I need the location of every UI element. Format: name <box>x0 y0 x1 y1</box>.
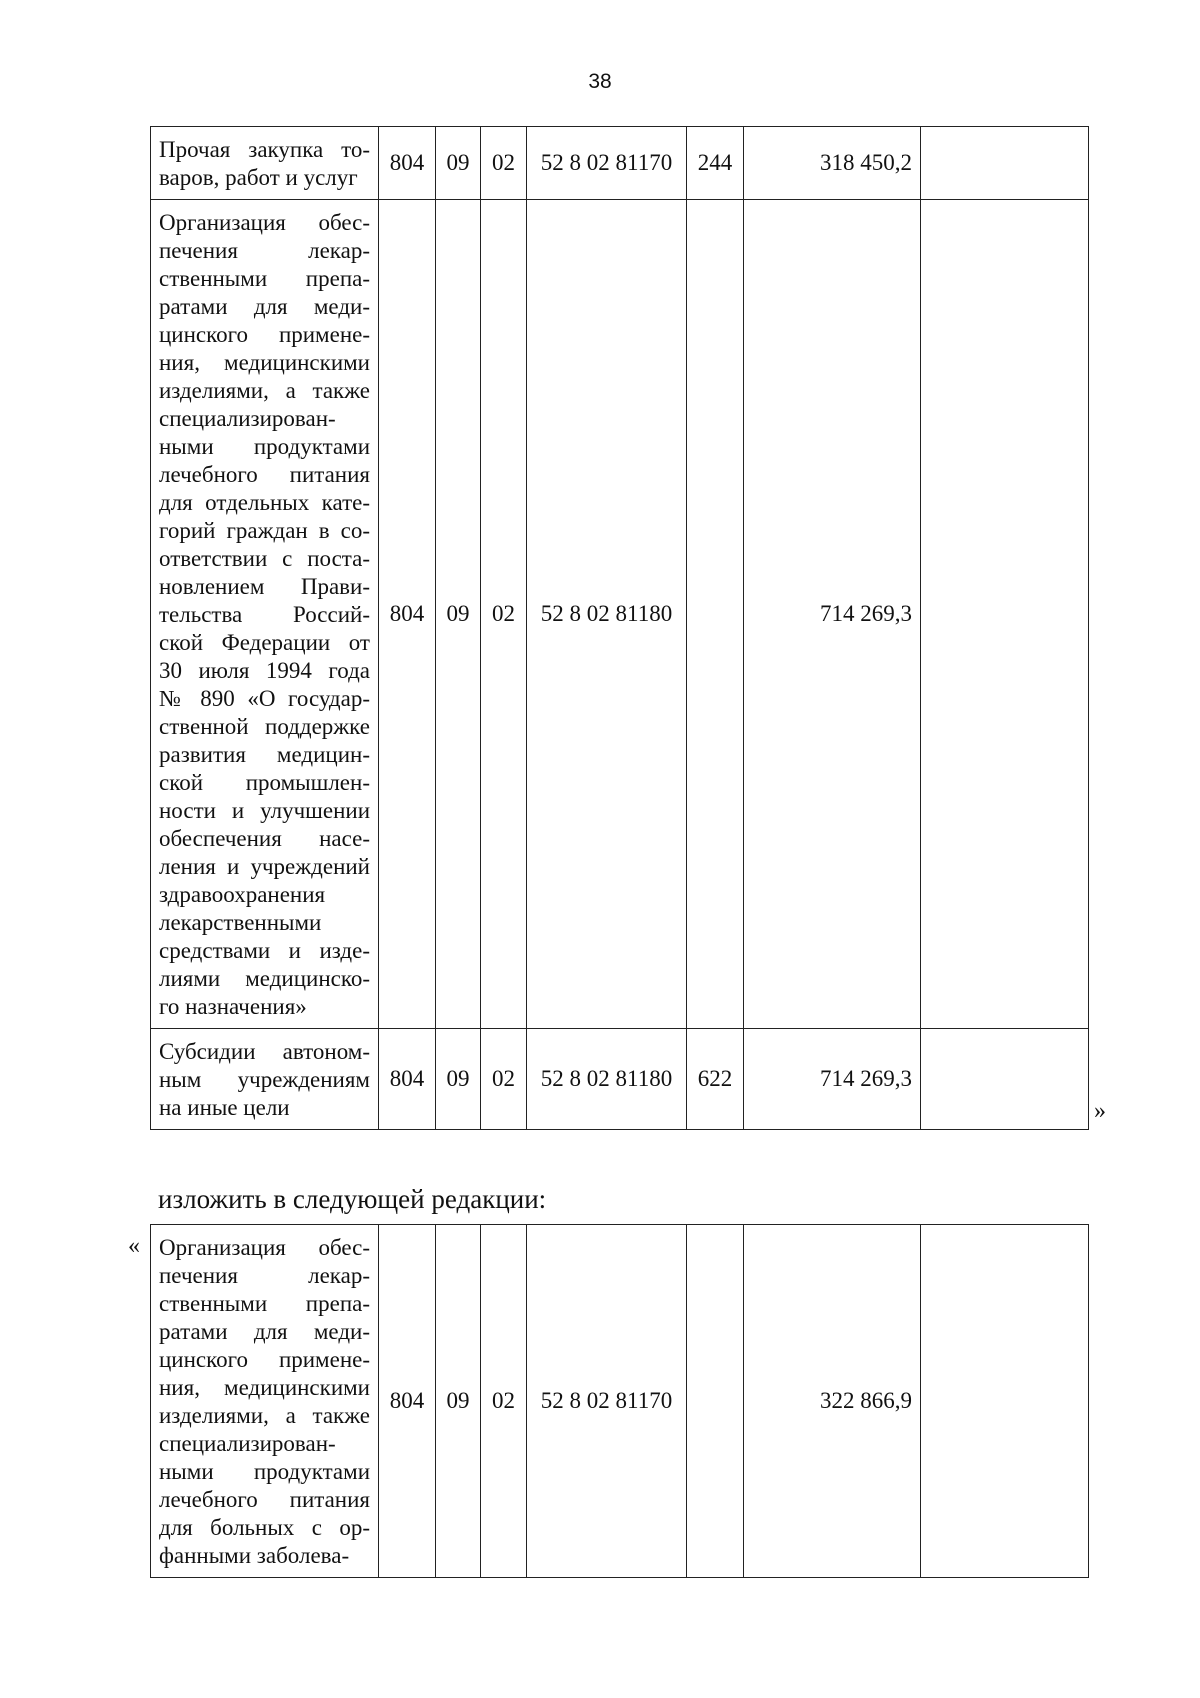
row-name-line: лекарственными <box>159 910 322 935</box>
row-name-line: фанными заболева- <box>159 1543 350 1568</box>
opening-quote-mark: « <box>128 1233 140 1259</box>
row-name-line: на иные цели <box>159 1095 290 1120</box>
target-article-cell: 52 8 02 81170 <box>527 1225 687 1578</box>
row-name-line: Субсидии автоном- <box>159 1039 370 1064</box>
target-article-cell: 52 8 02 81180 <box>527 200 687 1029</box>
row-name-line: специализирован- <box>159 1431 336 1456</box>
row-name-line: 30 июля 1994 года <box>159 658 370 683</box>
row-name-line: варов, работ и услуг <box>159 165 358 190</box>
row-name-cell <box>151 1225 379 1578</box>
row-name-line: го назначения» <box>159 994 307 1019</box>
row-name-line: лечебного питания <box>159 1487 370 1512</box>
row-name-line: печения лекар- <box>159 238 370 263</box>
row-name-line: лечебного питания <box>159 462 370 487</box>
row-name-line: ния, медицинскими <box>159 1375 370 1400</box>
row-name-line: здравоохранения <box>159 882 326 907</box>
amount-cell: 714 269,3 <box>744 200 921 1029</box>
row-name-cell <box>151 127 379 200</box>
budget-table-old <box>150 126 1089 1130</box>
target-article-cell: 52 8 02 81180 <box>527 1029 687 1130</box>
amount-cell: 714 269,3 <box>744 1029 921 1130</box>
row-name-line: развития медицин- <box>159 742 370 767</box>
row-name-line: ными продуктами <box>159 1459 370 1484</box>
row-name-line: ответствии с поста- <box>159 546 370 571</box>
department-code-cell: 804 <box>379 127 436 200</box>
row-name-line: ления и учреждений <box>159 854 370 879</box>
instruction-text: изложить в следующей редакции: <box>158 1184 547 1214</box>
row-name-line: ными продуктами <box>159 434 370 459</box>
extra-cell <box>921 200 1089 1029</box>
row-name-line: печения лекар- <box>159 1263 370 1288</box>
row-name-cell <box>151 200 379 1029</box>
row-name-cell <box>151 1029 379 1130</box>
expense-type-cell: 244 <box>687 127 744 200</box>
amount-cell: 318 450,2 <box>744 127 921 200</box>
row-name-line: ности и улучшении <box>159 798 370 823</box>
row-name-line: обеспечения насе- <box>159 826 370 851</box>
table-row <box>151 127 1089 200</box>
row-name-line: специализирован- <box>159 406 336 431</box>
row-name-line: ния, медицинскими <box>159 350 370 375</box>
target-article-cell: 52 8 02 81170 <box>527 127 687 200</box>
row-name-line: для больных с ор- <box>159 1515 370 1540</box>
extra-cell <box>921 1029 1089 1130</box>
row-name-line: ской Федерации от <box>159 630 370 655</box>
row-name-line: изделиями, а также <box>159 378 370 403</box>
row-name-line: для отдельных кате- <box>159 490 370 515</box>
row-name-line: изделиями, а также <box>159 1403 370 1428</box>
row-name-line: ской промышлен- <box>159 770 370 795</box>
row-name-line: лиями медицинско- <box>159 966 370 991</box>
row-name-line: цинского примене- <box>159 322 370 347</box>
table-row <box>151 200 1089 1029</box>
subsection-code-cell: 02 <box>481 127 527 200</box>
row-name-line: ратами для меди- <box>159 1319 370 1344</box>
row-name-line: новлением Прави- <box>159 574 370 599</box>
expense-type-cell: 622 <box>687 1029 744 1130</box>
expense-type-cell <box>687 200 744 1029</box>
section-code-cell: 09 <box>436 127 481 200</box>
section-code-cell: 09 <box>436 1029 481 1130</box>
row-name-line: № 890 «О государ- <box>159 686 370 711</box>
row-name-line: ратами для меди- <box>159 294 370 319</box>
row-name-line: Организация обес- <box>159 210 370 235</box>
row-name-line: ственными препа- <box>159 266 370 291</box>
page-number: 38 <box>588 70 612 93</box>
subsection-code-cell: 02 <box>481 1225 527 1578</box>
row-name-line: средствами и изде- <box>159 938 370 963</box>
row-name-line: цинского примене- <box>159 1347 370 1372</box>
budget-table-new <box>150 1224 1089 1578</box>
section-code-cell: 09 <box>436 1225 481 1578</box>
section-code-cell: 09 <box>436 200 481 1029</box>
subsection-code-cell: 02 <box>481 1029 527 1130</box>
row-name-line: горий граждан в со- <box>159 518 370 543</box>
department-code-cell: 804 <box>379 200 436 1029</box>
table-row <box>151 1029 1089 1130</box>
extra-cell <box>921 127 1089 200</box>
table-row <box>151 1225 1089 1578</box>
row-name-line: ственной поддержке <box>159 714 370 739</box>
closing-quote-mark: » <box>1094 1098 1106 1124</box>
extra-cell <box>921 1225 1089 1578</box>
row-name-line: ственными препа- <box>159 1291 370 1316</box>
department-code-cell: 804 <box>379 1029 436 1130</box>
department-code-cell: 804 <box>379 1225 436 1578</box>
row-name-line: Прочая закупка то- <box>159 137 370 162</box>
amount-cell: 322 866,9 <box>744 1225 921 1578</box>
row-name-line: тельства Россий- <box>159 602 370 627</box>
expense-type-cell <box>687 1225 744 1578</box>
subsection-code-cell: 02 <box>481 200 527 1029</box>
row-name-line: ным учреждениям <box>159 1067 370 1092</box>
row-name-line: Организация обес- <box>159 1235 370 1260</box>
